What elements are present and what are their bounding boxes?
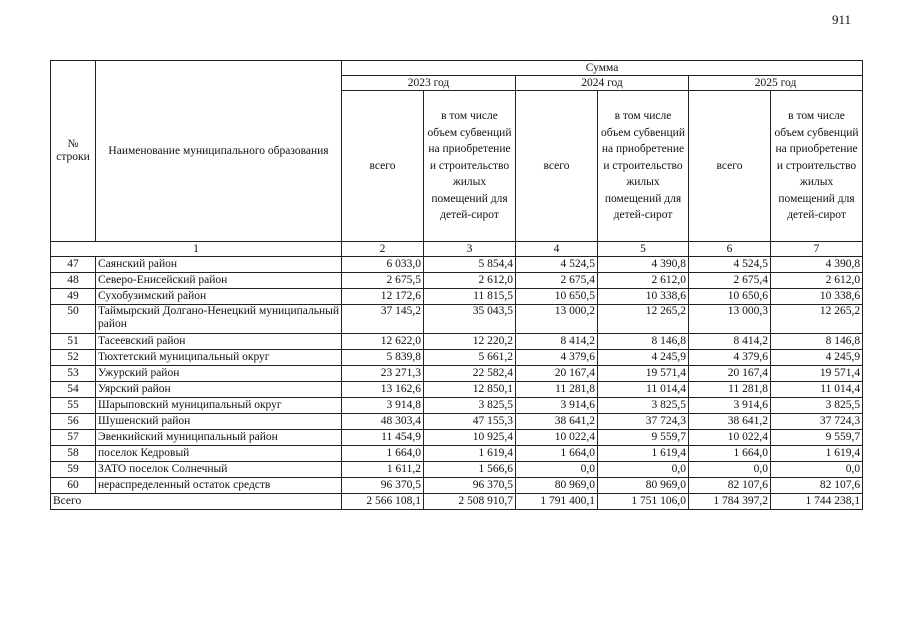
- row-number: 60: [51, 478, 96, 494]
- header-total-2025: всего: [689, 91, 771, 242]
- value-cell: 20 167,4: [516, 366, 598, 382]
- total-value-cell: 2 566 108,1: [342, 494, 424, 510]
- value-cell: 0,0: [689, 462, 771, 478]
- table-row: [51, 414, 863, 430]
- value-cell: 10 925,4: [424, 430, 516, 446]
- value-cell: 22 582,4: [424, 366, 516, 382]
- value-cell: 12 172,6: [342, 289, 424, 305]
- municipality-name: Ужурский район: [96, 366, 342, 382]
- column-index: 5: [598, 242, 689, 257]
- municipality-name: Эвенкийский муниципальный район: [96, 430, 342, 446]
- value-cell: 2 675,4: [689, 273, 771, 289]
- value-cell: 5 839,8: [342, 350, 424, 366]
- value-cell: 20 167,4: [689, 366, 771, 382]
- row-number: 58: [51, 446, 96, 462]
- row-number: 54: [51, 382, 96, 398]
- value-cell: 38 641,2: [516, 414, 598, 430]
- value-cell: 96 370,5: [424, 478, 516, 494]
- row-number: 48: [51, 273, 96, 289]
- table-row: [51, 398, 863, 414]
- value-cell: 1 619,4: [771, 446, 863, 462]
- row-number: 50: [51, 305, 96, 334]
- value-cell: 11 454,9: [342, 430, 424, 446]
- value-cell: 4 379,6: [689, 350, 771, 366]
- value-cell: 11 281,8: [516, 382, 598, 398]
- table-row: [51, 257, 863, 273]
- value-cell: 8 414,2: [689, 334, 771, 350]
- value-cell: 3 914,6: [516, 398, 598, 414]
- municipality-name: Северо-Енисейский район: [96, 273, 342, 289]
- value-cell: 1 566,6: [424, 462, 516, 478]
- value-cell: 10 650,6: [689, 289, 771, 305]
- value-cell: 4 524,5: [516, 257, 598, 273]
- value-cell: 11 014,4: [598, 382, 689, 398]
- value-cell: 5 661,2: [424, 350, 516, 366]
- value-cell: 9 559,7: [598, 430, 689, 446]
- municipality-name: ЗАТО поселок Солнечный: [96, 462, 342, 478]
- value-cell: 37 724,3: [598, 414, 689, 430]
- value-cell: 8 414,2: [516, 334, 598, 350]
- value-cell: 12 265,2: [598, 305, 689, 334]
- value-cell: 10 022,4: [689, 430, 771, 446]
- municipality-name: поселок Кедровый: [96, 446, 342, 462]
- value-cell: 35 043,5: [424, 305, 516, 334]
- value-cell: 13 162,6: [342, 382, 424, 398]
- value-cell: 0,0: [771, 462, 863, 478]
- value-cell: 23 271,3: [342, 366, 424, 382]
- header-total-2023: всего: [342, 91, 424, 242]
- header-row-number: № строки: [51, 61, 96, 242]
- header-year-2025: 2025 год: [689, 76, 863, 91]
- value-cell: 10 338,6: [598, 289, 689, 305]
- page-number: 911: [832, 12, 852, 27]
- municipality-name: Сухобузимский район: [96, 289, 342, 305]
- value-cell: 80 969,0: [516, 478, 598, 494]
- row-number: 59: [51, 462, 96, 478]
- column-index: 6: [689, 242, 771, 257]
- row-number: 49: [51, 289, 96, 305]
- header-year-2024: 2024 год: [516, 76, 689, 91]
- table-row: [51, 289, 863, 305]
- value-cell: 82 107,6: [771, 478, 863, 494]
- value-cell: 1 611,2: [342, 462, 424, 478]
- total-value-cell: 1 791 400,1: [516, 494, 598, 510]
- value-cell: 12 850,1: [424, 382, 516, 398]
- value-cell: 0,0: [516, 462, 598, 478]
- value-cell: 8 146,8: [598, 334, 689, 350]
- total-label: Всего: [51, 494, 342, 510]
- column-index: 1: [51, 242, 342, 257]
- value-cell: 1 619,4: [598, 446, 689, 462]
- value-cell: 4 524,5: [689, 257, 771, 273]
- value-cell: 11 014,4: [771, 382, 863, 398]
- value-cell: 3 914,6: [689, 398, 771, 414]
- row-number: 47: [51, 257, 96, 273]
- column-index: 3: [424, 242, 516, 257]
- value-cell: 37 145,2: [342, 305, 424, 334]
- value-cell: 19 571,4: [598, 366, 689, 382]
- municipality-name: Саянский район: [96, 257, 342, 273]
- table-row: [51, 382, 863, 398]
- value-cell: 12 265,2: [771, 305, 863, 334]
- value-cell: 1 664,0: [342, 446, 424, 462]
- column-index: 7: [771, 242, 863, 257]
- value-cell: 37 724,3: [771, 414, 863, 430]
- value-cell: 4 390,8: [771, 257, 863, 273]
- value-cell: 4 245,9: [598, 350, 689, 366]
- table-row: [51, 334, 863, 350]
- value-cell: 3 825,5: [771, 398, 863, 414]
- value-cell: 2 612,0: [424, 273, 516, 289]
- value-cell: 1 664,0: [516, 446, 598, 462]
- column-index: 2: [342, 242, 424, 257]
- value-cell: 10 338,6: [771, 289, 863, 305]
- municipality-name: Тасеевский район: [96, 334, 342, 350]
- municipality-name: Тюхтетский муниципальный округ: [96, 350, 342, 366]
- header-municipality-name: Наименование муниципального образования: [96, 61, 342, 242]
- value-cell: 13 000,3: [689, 305, 771, 334]
- row-number: 57: [51, 430, 96, 446]
- row-number: 52: [51, 350, 96, 366]
- table-row: [51, 430, 863, 446]
- value-cell: 3 825,5: [598, 398, 689, 414]
- row-number: 56: [51, 414, 96, 430]
- value-cell: 80 969,0: [598, 478, 689, 494]
- value-cell: 10 022,4: [516, 430, 598, 446]
- value-cell: 4 379,6: [516, 350, 598, 366]
- table-row: [51, 366, 863, 382]
- value-cell: 0,0: [598, 462, 689, 478]
- value-cell: 96 370,5: [342, 478, 424, 494]
- municipality-name: Уярский район: [96, 382, 342, 398]
- header-incl-2024: в том числе объем субвенций на приобретение и строительство жилых помещений для детей-сирот: [598, 91, 689, 242]
- value-cell: 47 155,3: [424, 414, 516, 430]
- value-cell: 2 675,4: [516, 273, 598, 289]
- value-cell: 13 000,2: [516, 305, 598, 334]
- municipality-name: Шушенский район: [96, 414, 342, 430]
- total-value-cell: 1 751 106,0: [598, 494, 689, 510]
- value-cell: 4 245,9: [771, 350, 863, 366]
- value-cell: 1 619,4: [424, 446, 516, 462]
- value-cell: 2 675,5: [342, 273, 424, 289]
- municipality-name: нераспределенный остаток средств: [96, 478, 342, 494]
- value-cell: 11 281,8: [689, 382, 771, 398]
- table-row: [51, 305, 863, 334]
- value-cell: 10 650,5: [516, 289, 598, 305]
- value-cell: 3 825,5: [424, 398, 516, 414]
- value-cell: 38 641,2: [689, 414, 771, 430]
- value-cell: 82 107,6: [689, 478, 771, 494]
- municipality-name: Таймырский Долгано-Ненецкий муниципальный район: [96, 305, 342, 334]
- header-sum: Сумма: [342, 61, 863, 76]
- value-cell: 1 664,0: [689, 446, 771, 462]
- header-incl-2023: в том числе объем субвенций на приобретение и строительство жилых помещений для детей-сирот: [424, 91, 516, 242]
- value-cell: 2 612,0: [598, 273, 689, 289]
- row-number: 51: [51, 334, 96, 350]
- value-cell: 11 815,5: [424, 289, 516, 305]
- value-cell: 8 146,8: [771, 334, 863, 350]
- row-number: 55: [51, 398, 96, 414]
- value-cell: 9 559,7: [771, 430, 863, 446]
- table-row: [51, 273, 863, 289]
- total-value-cell: 1 784 397,2: [689, 494, 771, 510]
- header-year-2023: 2023 год: [342, 76, 516, 91]
- header-total-2024: всего: [516, 91, 598, 242]
- value-cell: 48 303,4: [342, 414, 424, 430]
- table-row: [51, 446, 863, 462]
- subvention-table: [50, 60, 863, 510]
- table-row: [51, 462, 863, 478]
- value-cell: 6 033,0: [342, 257, 424, 273]
- table-row: [51, 350, 863, 366]
- table-row: [51, 478, 863, 494]
- column-index: 4: [516, 242, 598, 257]
- total-row: [51, 494, 863, 510]
- row-number: 53: [51, 366, 96, 382]
- value-cell: 19 571,4: [771, 366, 863, 382]
- total-value-cell: 1 744 238,1: [771, 494, 863, 510]
- total-value-cell: 2 508 910,7: [424, 494, 516, 510]
- value-cell: 3 914,8: [342, 398, 424, 414]
- value-cell: 2 612,0: [771, 273, 863, 289]
- header-incl-2025: в том числе объем субвенций на приобретение и строительство жилых помещений для детей-сирот: [771, 91, 863, 242]
- value-cell: 12 622,0: [342, 334, 424, 350]
- value-cell: 12 220,2: [424, 334, 516, 350]
- value-cell: 5 854,4: [424, 257, 516, 273]
- value-cell: 4 390,8: [598, 257, 689, 273]
- municipality-name: Шарыповский муниципальный округ: [96, 398, 342, 414]
